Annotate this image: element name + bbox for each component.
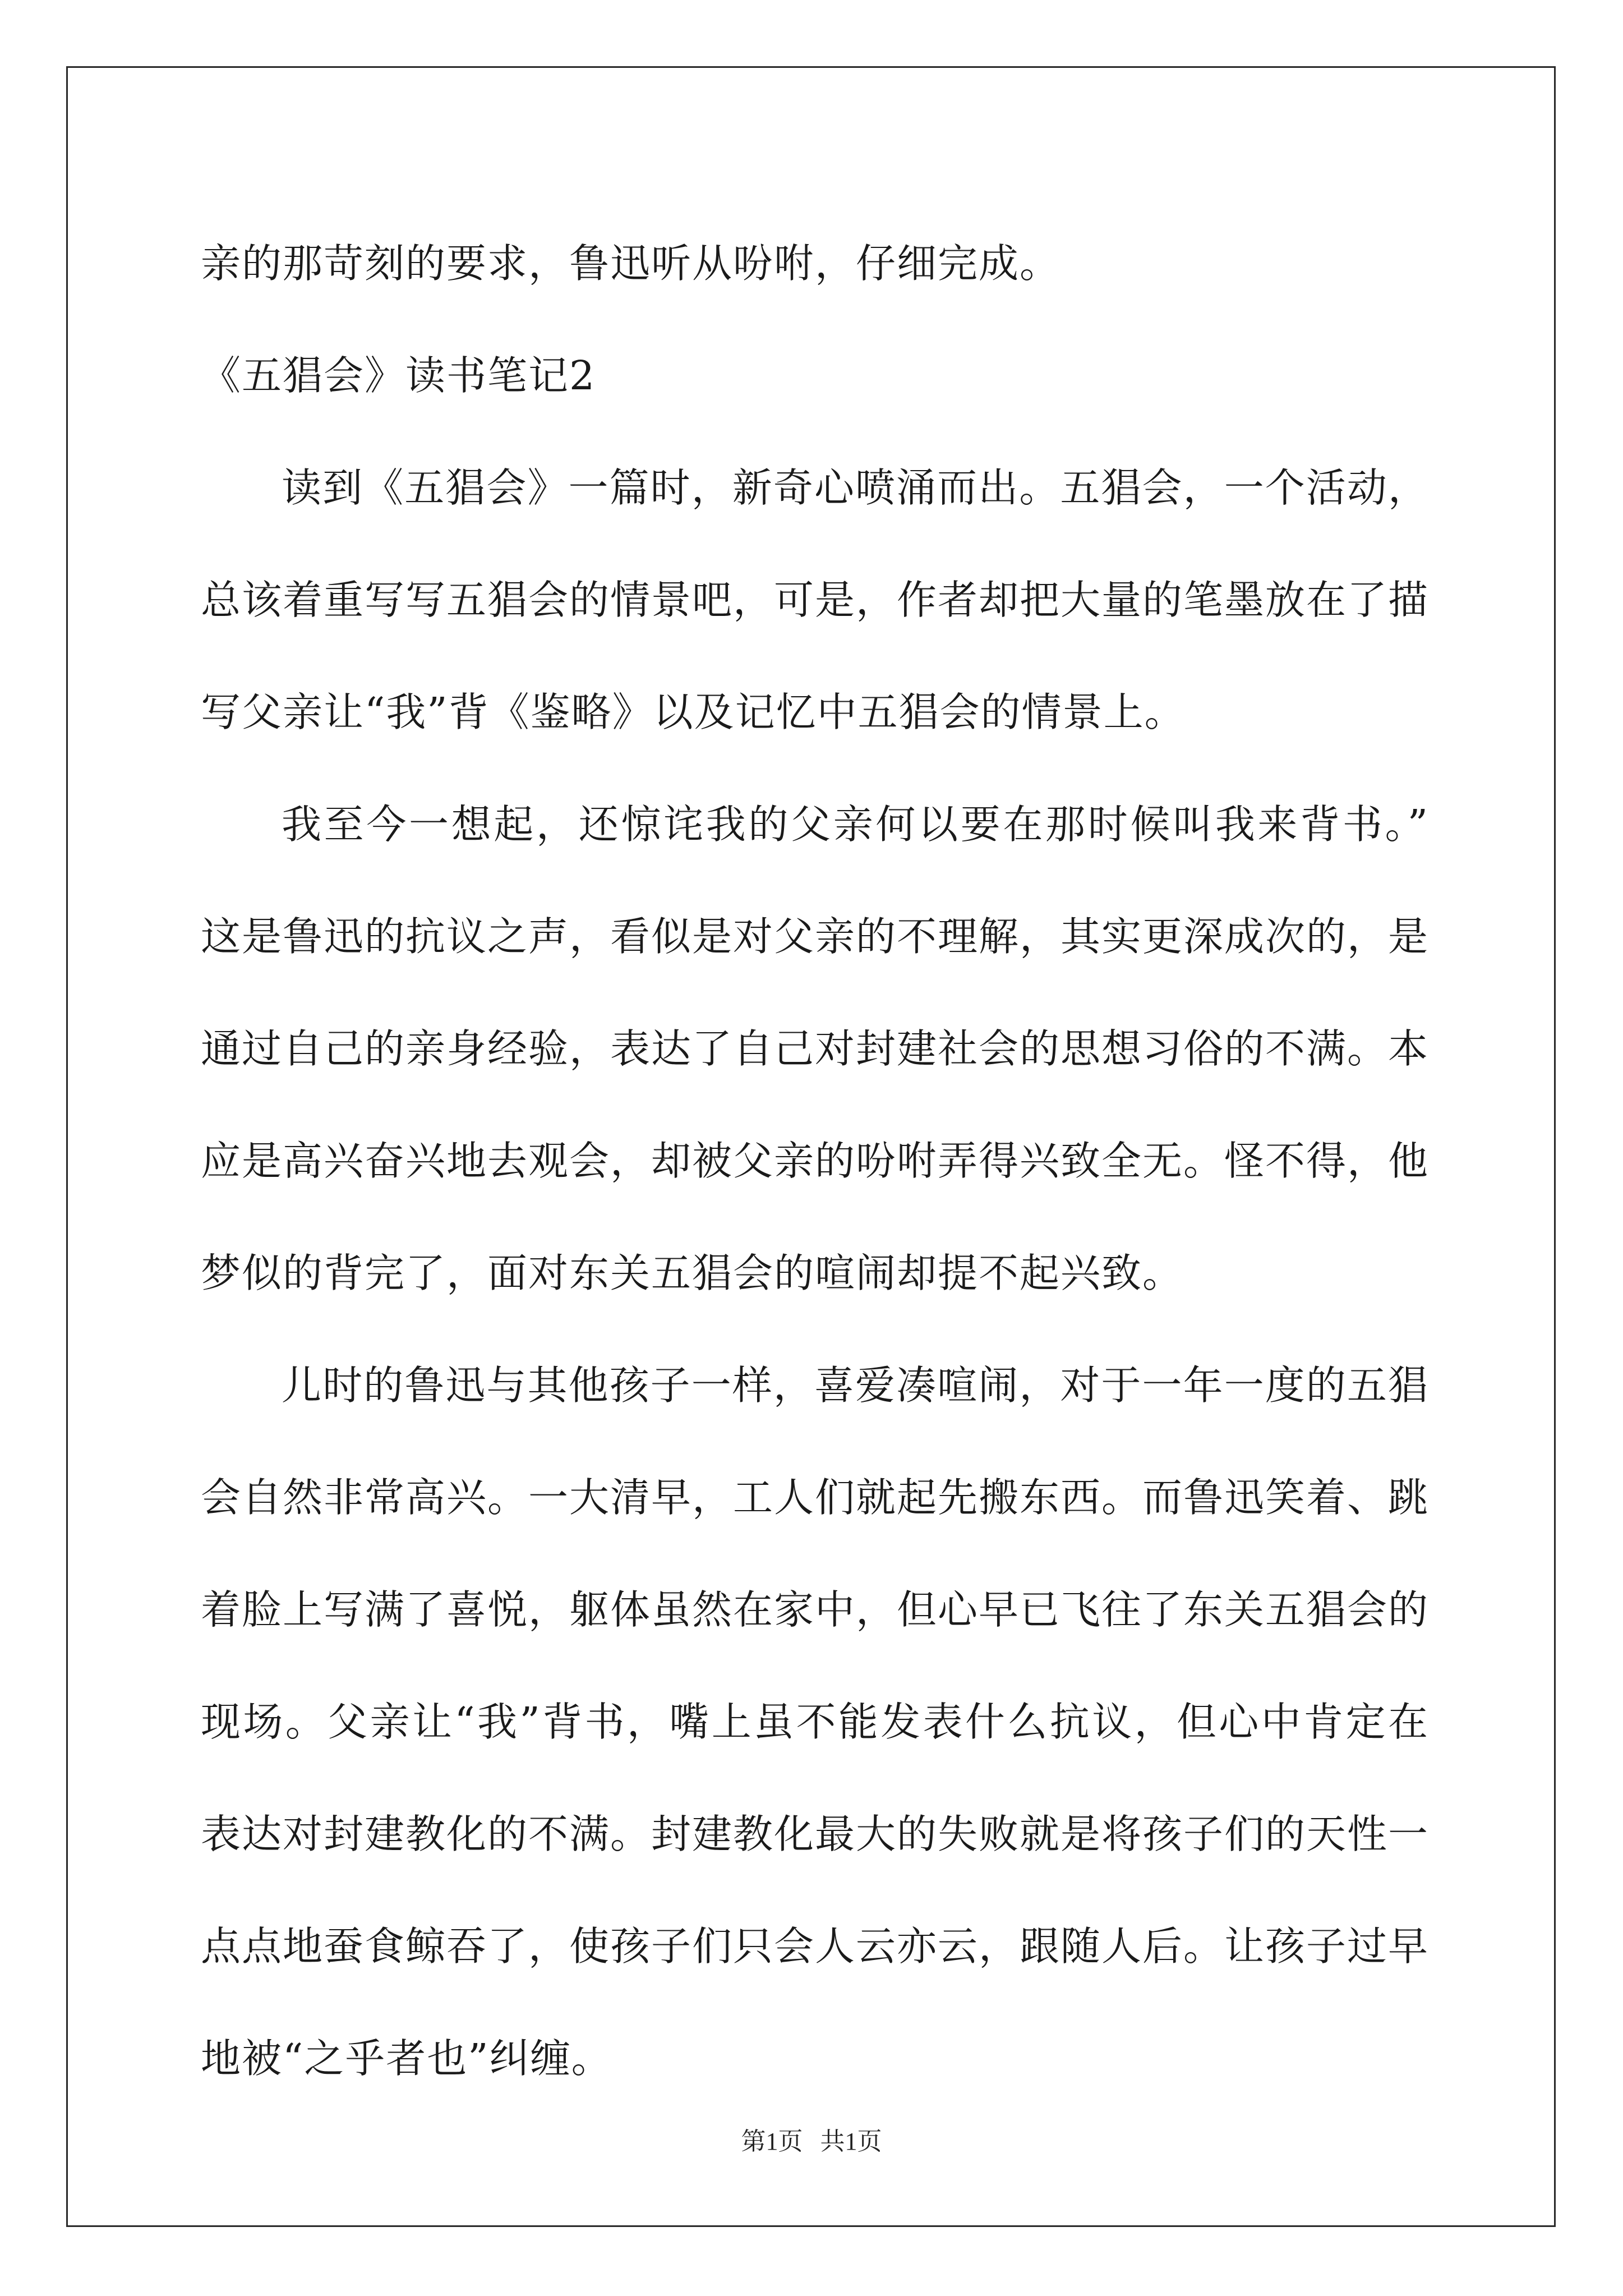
paragraph-line: 通过自己的亲身经验，表达了自己对封建社会的思想习俗的不满。本 <box>201 1025 1429 1072</box>
paragraph-line: 儿时的鲁迅与其他孩子一样，喜爱凑喧闹，对于一年一度的五猖 <box>282 1362 1429 1409</box>
paragraph-line: 应是高兴奋兴地去观会，却被父亲的吩咐弄得兴致全无。怪不得，他 <box>201 1138 1429 1184</box>
paragraph-line: 总该着重写写五猖会的情景吧，可是，作者却把大量的笔墨放在了描 <box>201 577 1429 623</box>
section-heading: 《五猖会》读书笔记2 <box>201 352 596 399</box>
paragraph-line: 地被“之乎者也”纠缠。 <box>201 2035 612 2082</box>
paragraph-line: 梦似的背完了，面对东关五猖会的喧闹却提不起兴致。 <box>201 1250 1184 1296</box>
paragraph-line: 点点地蚕食鲸吞了，使孩子们只会人云亦云，跟随人后。让孩子过早 <box>201 1923 1429 1970</box>
document-body <box>201 208 1429 2115</box>
paragraph-line: 这是鲁迅的抗议之声，看似是对父亲的不理解，其实更深成次的，是 <box>201 913 1429 960</box>
page-footer <box>0 2125 1623 2159</box>
text-line: 亲的那苛刻的要求，鲁迅听从吩咐，仔细完成。 <box>201 240 1061 287</box>
paragraph-line: 现场。父亲让“我”背书，嘴上虽不能发表什么抗议，但心中肯定在 <box>201 1699 1429 1745</box>
paragraph-line: 写父亲让“我”背《鉴略》以及记忆中五猖会的情景上。 <box>201 689 1186 735</box>
paragraph-line: 我至今一想起，还惊诧我的父亲何以要在那时候叫我来背书。” <box>282 801 1429 848</box>
paragraph-line: 表达对封建教化的不满。封建教化最大的失败就是将孩子们的天性一 <box>201 1811 1429 1857</box>
page-total: 共1页 <box>820 2128 882 2155</box>
paragraph-line: 会自然非常高兴。一大清早，工人们就起先搬东西。而鲁迅笑着、跳 <box>201 1474 1429 1521</box>
page-number: 第1页 <box>741 2128 803 2155</box>
paragraph-line: 读到《五猖会》一篇时，新奇心喷涌而出。五猖会，一个活动， <box>282 464 1429 511</box>
paragraph-line: 着脸上写满了喜悦，躯体虽然在家中，但心早已飞往了东关五猖会的 <box>201 1586 1429 1633</box>
